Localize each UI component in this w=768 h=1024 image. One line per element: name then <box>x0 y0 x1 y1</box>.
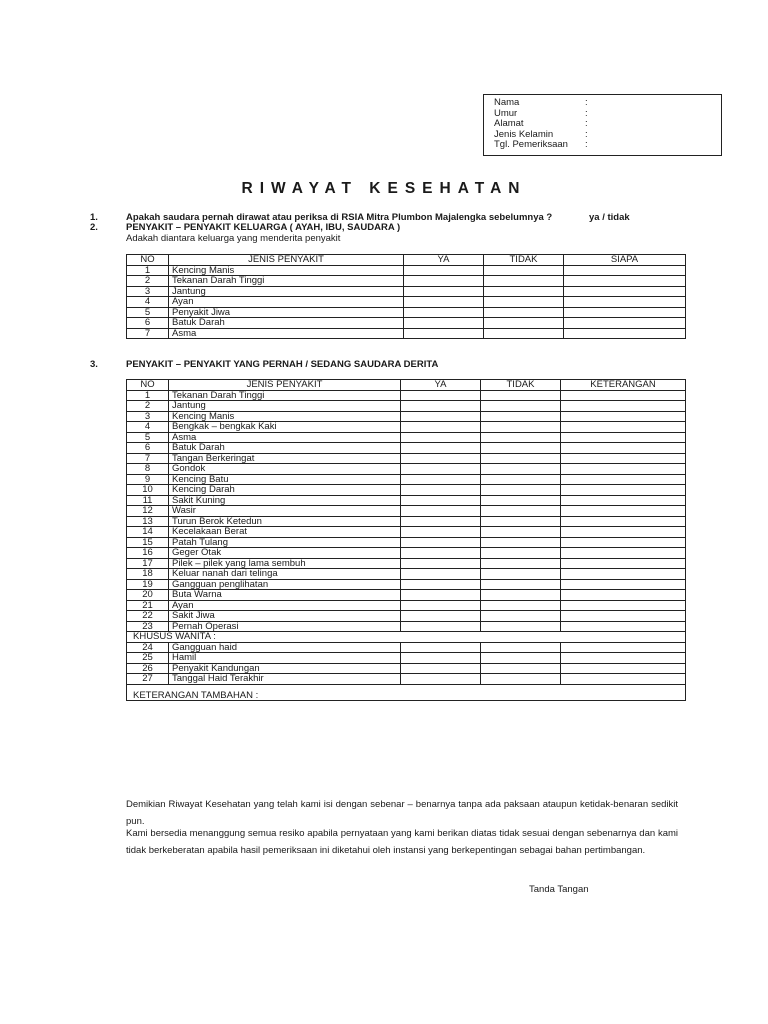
identity-label: Alamat <box>494 118 524 129</box>
ya-cell[interactable] <box>404 318 484 329</box>
keterangan-cell[interactable] <box>561 663 686 674</box>
row-number: 19 <box>127 579 169 590</box>
q3-text: PENYAKIT – PENYAKIT YANG PERNAH / SEDANG SAUDARA DERITA <box>126 359 439 370</box>
table-row <box>127 464 686 475</box>
disease-name: Tanggal Haid Terakhir <box>169 674 401 685</box>
table-row <box>127 318 686 329</box>
closing-paragraph-1: Demikian Riwayat Kesehatan yang telah kami isi dengan sebenar – benarnya tanpa ada paksaan ataupun ketidak-benaran sedikit pun. <box>126 799 678 827</box>
tidak-cell[interactable] <box>481 569 561 580</box>
keterangan-cell[interactable] <box>561 653 686 664</box>
tidak-cell[interactable] <box>481 443 561 454</box>
tidak-cell[interactable] <box>481 474 561 485</box>
tidak-cell[interactable] <box>481 548 561 559</box>
column-header: TIDAK <box>481 380 561 391</box>
table-row <box>127 642 686 653</box>
ya-cell[interactable] <box>401 674 481 685</box>
tidak-cell[interactable] <box>481 590 561 601</box>
table-row <box>127 653 686 664</box>
identity-separator: : <box>585 107 588 119</box>
table-row <box>127 611 686 622</box>
row-number: 9 <box>127 474 169 485</box>
ya-cell[interactable] <box>401 443 481 454</box>
family-disease-table <box>126 254 686 339</box>
identity-row <box>494 140 721 151</box>
tidak-cell[interactable] <box>481 506 561 517</box>
table-row <box>127 390 686 401</box>
identity-label: Jenis Kelamin <box>494 128 554 140</box>
row-number: 10 <box>127 485 169 496</box>
keterangan-cell[interactable] <box>561 537 686 548</box>
disease-name: Batuk Darah <box>169 443 401 454</box>
tidak-cell[interactable] <box>481 495 561 506</box>
disease-name: Sakit Kuning <box>169 495 401 506</box>
table-row <box>127 411 686 422</box>
ya-cell[interactable] <box>401 390 481 401</box>
disease-name: Sakit Jiwa <box>169 611 401 622</box>
row-number: 7 <box>127 453 169 464</box>
disease-name: Asma <box>169 328 404 339</box>
table-row <box>127 453 686 464</box>
table-row <box>127 674 686 685</box>
table-row <box>127 590 686 601</box>
keterangan-cell[interactable] <box>561 411 686 422</box>
column-header: SIAPA <box>564 255 686 266</box>
siapa-cell[interactable] <box>564 307 686 318</box>
disease-name: Turun Berok Ketedun <box>169 516 401 527</box>
identity-value-field[interactable] <box>588 98 721 109</box>
disease-name: Penyakit Jiwa <box>169 307 404 318</box>
table-row <box>127 495 686 506</box>
disease-name: Penyakit Kandungan <box>169 663 401 674</box>
closing-paragraph-2: Kami bersedia menanggung semua resiko apabila pernyataan yang kami berikan diatas tidak sesuai dengan sebenarnya dan kami tidak berkeberatan apabila hasil pemeriksaan ini diketahui oleh instansi yang berkepentingan sebagai bahan pertimbangan. <box>126 828 678 856</box>
tidak-cell[interactable] <box>481 600 561 611</box>
row-number: 6 <box>127 318 169 329</box>
tidak-cell[interactable] <box>481 464 561 475</box>
ya-cell[interactable] <box>401 663 481 674</box>
disease-name: Kecelakaan Berat <box>169 527 401 538</box>
row-number: 4 <box>127 297 169 308</box>
identity-label: Umur <box>494 107 518 119</box>
disease-name: Wasir <box>169 506 401 517</box>
identity-box <box>483 94 722 156</box>
table-row <box>127 663 686 674</box>
table-row <box>127 297 686 308</box>
siapa-cell[interactable] <box>564 286 686 297</box>
siapa-cell[interactable] <box>564 276 686 287</box>
ya-cell[interactable] <box>404 307 484 318</box>
tidak-cell[interactable] <box>484 276 564 287</box>
column-header: JENIS PENYAKIT <box>169 380 401 391</box>
ya-cell[interactable] <box>401 453 481 464</box>
row-number: 3 <box>127 411 169 422</box>
keterangan-cell[interactable] <box>561 443 686 454</box>
tidak-cell[interactable] <box>481 663 561 674</box>
column-header: TIDAK <box>484 255 564 266</box>
row-number: 14 <box>127 527 169 538</box>
q2-text: PENYAKIT – PENYAKIT KELUARGA ( AYAH, IBU, SAUDARA ) <box>126 222 401 233</box>
row-number: 3 <box>127 286 169 297</box>
identity-separator: : <box>585 128 588 140</box>
q1-number: 1. <box>90 212 98 223</box>
tidak-cell[interactable] <box>481 579 561 590</box>
table-row <box>127 328 686 339</box>
tidak-cell[interactable] <box>484 318 564 329</box>
table-row <box>127 548 686 559</box>
keterangan-cell[interactable] <box>561 642 686 653</box>
tidak-cell[interactable] <box>481 611 561 622</box>
ya-cell[interactable] <box>401 548 481 559</box>
row-number: 20 <box>127 590 169 601</box>
ya-cell[interactable] <box>404 286 484 297</box>
column-header: JENIS PENYAKIT <box>169 255 404 266</box>
disease-name: Buta Warna <box>169 590 401 601</box>
women-section-label: KHUSUS WANITA : <box>127 632 686 643</box>
notes-section <box>127 684 686 701</box>
ya-cell[interactable] <box>401 422 481 433</box>
ya-cell[interactable] <box>401 621 481 632</box>
disease-name: Asma <box>169 432 401 443</box>
keterangan-cell[interactable] <box>561 590 686 601</box>
keterangan-cell[interactable] <box>561 621 686 632</box>
disease-name: Kencing Manis <box>169 411 401 422</box>
identity-label: Tgl. Pemeriksaan <box>494 139 568 150</box>
page-title: RIWAYAT KESEHATAN <box>241 180 527 197</box>
disease-name: Batuk Darah <box>169 318 404 329</box>
table-row <box>127 432 686 443</box>
ya-cell[interactable] <box>401 569 481 580</box>
keterangan-cell[interactable] <box>561 464 686 475</box>
signature-label: Tanda Tangan <box>529 884 589 895</box>
siapa-cell[interactable] <box>564 297 686 308</box>
table-row <box>127 474 686 485</box>
table-row <box>127 621 686 632</box>
tidak-cell[interactable] <box>481 485 561 496</box>
row-number: 27 <box>127 674 169 685</box>
tidak-cell[interactable] <box>481 453 561 464</box>
disease-name: Gondok <box>169 464 401 475</box>
disease-name: Patah Tulang <box>169 537 401 548</box>
row-number: 2 <box>127 401 169 412</box>
ya-cell[interactable] <box>404 265 484 276</box>
keterangan-cell[interactable] <box>561 569 686 580</box>
ya-cell[interactable] <box>401 516 481 527</box>
row-number: 1 <box>127 390 169 401</box>
disease-name: Tekanan Darah Tinggi <box>169 390 401 401</box>
table-row <box>127 276 686 287</box>
table-row <box>127 600 686 611</box>
tidak-cell[interactable] <box>481 422 561 433</box>
identity-label: Nama <box>494 97 520 108</box>
tidak-cell[interactable] <box>484 297 564 308</box>
row-number: 4 <box>127 422 169 433</box>
ya-cell[interactable] <box>404 297 484 308</box>
ya-cell[interactable] <box>404 276 484 287</box>
table-row <box>127 443 686 454</box>
keterangan-cell[interactable] <box>561 390 686 401</box>
notes-label: KETERANGAN TAMBAHAN : <box>133 689 259 701</box>
keterangan-cell[interactable] <box>561 516 686 527</box>
table-row <box>127 485 686 496</box>
identity-row <box>494 98 721 109</box>
table-row <box>127 516 686 527</box>
ya-cell[interactable] <box>401 506 481 517</box>
siapa-cell[interactable] <box>564 318 686 329</box>
disease-name: Kencing Batu <box>169 474 401 485</box>
disease-name: Geger Otak <box>169 548 401 559</box>
identity-separator: : <box>585 139 588 150</box>
row-number: 8 <box>127 464 169 475</box>
table-row <box>127 537 686 548</box>
keterangan-cell[interactable] <box>561 674 686 685</box>
q1-options[interactable]: ya / tidak <box>589 212 630 223</box>
q2-number: 2. <box>90 222 98 233</box>
column-header: KETERANGAN <box>561 380 686 391</box>
row-number: 11 <box>127 495 169 506</box>
column-header: YA <box>401 380 481 391</box>
table-row <box>127 422 686 433</box>
table-row <box>127 506 686 517</box>
identity-separator: : <box>585 97 588 108</box>
ya-cell[interactable] <box>401 495 481 506</box>
identity-row <box>494 119 721 130</box>
keterangan-cell[interactable] <box>561 611 686 622</box>
disease-name: Jantung <box>169 286 404 297</box>
ya-cell[interactable] <box>401 401 481 412</box>
row-number: 26 <box>127 663 169 674</box>
tidak-cell[interactable] <box>484 265 564 276</box>
q2-subtext: Adakah diantara keluarga yang menderita penyakit <box>126 233 341 244</box>
keterangan-cell[interactable] <box>561 453 686 464</box>
ya-cell[interactable] <box>401 642 481 653</box>
keterangan-cell[interactable] <box>561 401 686 412</box>
siapa-cell[interactable] <box>564 328 686 339</box>
table-row <box>127 579 686 590</box>
column-header: NO <box>127 255 169 266</box>
keterangan-cell[interactable] <box>561 474 686 485</box>
disease-name: Keluar nanah dari telinga <box>169 569 401 580</box>
tidak-cell[interactable] <box>481 432 561 443</box>
tidak-cell[interactable] <box>481 642 561 653</box>
row-number: 22 <box>127 611 169 622</box>
row-number: 15 <box>127 537 169 548</box>
disease-name: Kencing Manis <box>169 265 404 276</box>
women-section-row <box>127 632 686 643</box>
disease-name: Gangguan haid <box>169 642 401 653</box>
tidak-cell[interactable] <box>481 537 561 548</box>
keterangan-cell[interactable] <box>561 600 686 611</box>
keterangan-cell[interactable] <box>561 506 686 517</box>
row-number: 21 <box>127 600 169 611</box>
row-number: 7 <box>127 328 169 339</box>
tidak-cell[interactable] <box>481 527 561 538</box>
table-row <box>127 286 686 297</box>
tidak-cell[interactable] <box>481 390 561 401</box>
ya-cell[interactable] <box>401 485 481 496</box>
tidak-cell[interactable] <box>481 621 561 632</box>
row-number: 1 <box>127 265 169 276</box>
keterangan-cell[interactable] <box>561 422 686 433</box>
ya-cell[interactable] <box>401 464 481 475</box>
disease-name: Pilek – pilek yang lama sembuh <box>169 558 401 569</box>
disease-name: Hamil <box>169 653 401 664</box>
disease-name: Ayan <box>169 600 401 611</box>
tidak-cell[interactable] <box>481 516 561 527</box>
keterangan-cell[interactable] <box>561 527 686 538</box>
row-number: 23 <box>127 621 169 632</box>
disease-name: Kencing Darah <box>169 485 401 496</box>
row-number: 17 <box>127 558 169 569</box>
tidak-cell[interactable] <box>481 653 561 664</box>
ya-cell[interactable] <box>401 411 481 422</box>
disease-name: Tekanan Darah Tinggi <box>169 276 404 287</box>
ya-cell[interactable] <box>401 474 481 485</box>
keterangan-cell[interactable] <box>561 495 686 506</box>
tidak-cell[interactable] <box>484 307 564 318</box>
identity-value-field[interactable] <box>588 140 721 151</box>
table-row <box>127 265 686 276</box>
keterangan-cell[interactable] <box>561 548 686 559</box>
personal-disease-table <box>126 379 686 701</box>
q3-number: 3. <box>90 359 98 370</box>
table-row <box>127 307 686 318</box>
keterangan-cell[interactable] <box>561 579 686 590</box>
q1-text: Apakah saudara pernah dirawat atau periksa di RSIA Mitra Plumbon Majalengka sebelumnya ? <box>126 212 553 223</box>
disease-name: Tangan Berkeringat <box>169 453 401 464</box>
disease-name: Pernah Operasi <box>169 621 401 632</box>
row-number: 5 <box>127 432 169 443</box>
siapa-cell[interactable] <box>564 265 686 276</box>
ya-cell[interactable] <box>401 590 481 601</box>
table-row <box>127 401 686 412</box>
row-number: 24 <box>127 642 169 653</box>
keterangan-cell[interactable] <box>561 558 686 569</box>
column-header: NO <box>127 380 169 391</box>
identity-value-field[interactable] <box>588 130 721 141</box>
tidak-cell[interactable] <box>481 674 561 685</box>
ya-cell[interactable] <box>401 558 481 569</box>
table-row <box>127 569 686 580</box>
ya-cell[interactable] <box>401 527 481 538</box>
disease-name: Ayan <box>169 297 404 308</box>
ya-cell[interactable] <box>401 653 481 664</box>
row-number: 13 <box>127 516 169 527</box>
tidak-cell[interactable] <box>481 558 561 569</box>
keterangan-cell[interactable] <box>561 432 686 443</box>
disease-name: Bengkak – bengkak Kaki <box>169 422 401 433</box>
disease-name: Gangguan penglihatan <box>169 579 401 590</box>
ya-cell[interactable] <box>401 600 481 611</box>
ya-cell[interactable] <box>401 537 481 548</box>
ya-cell[interactable] <box>404 328 484 339</box>
ya-cell[interactable] <box>401 579 481 590</box>
keterangan-cell[interactable] <box>561 485 686 496</box>
tidak-cell[interactable] <box>481 411 561 422</box>
row-number: 25 <box>127 653 169 664</box>
tidak-cell[interactable] <box>484 328 564 339</box>
table-row <box>127 527 686 538</box>
row-number: 5 <box>127 307 169 318</box>
disease-name: Jantung <box>169 401 401 412</box>
identity-separator: : <box>585 118 588 129</box>
row-number: 6 <box>127 443 169 454</box>
row-number: 2 <box>127 276 169 287</box>
tidak-cell[interactable] <box>484 286 564 297</box>
identity-value-field[interactable] <box>588 109 721 120</box>
table-row <box>127 558 686 569</box>
ya-cell[interactable] <box>401 432 481 443</box>
column-header: YA <box>404 255 484 266</box>
row-number: 16 <box>127 548 169 559</box>
identity-value-field[interactable] <box>588 119 721 130</box>
tidak-cell[interactable] <box>481 401 561 412</box>
identity-row <box>494 109 721 120</box>
row-number: 18 <box>127 569 169 580</box>
row-number: 12 <box>127 506 169 517</box>
notes-section-row <box>127 684 686 701</box>
ya-cell[interactable] <box>401 611 481 622</box>
